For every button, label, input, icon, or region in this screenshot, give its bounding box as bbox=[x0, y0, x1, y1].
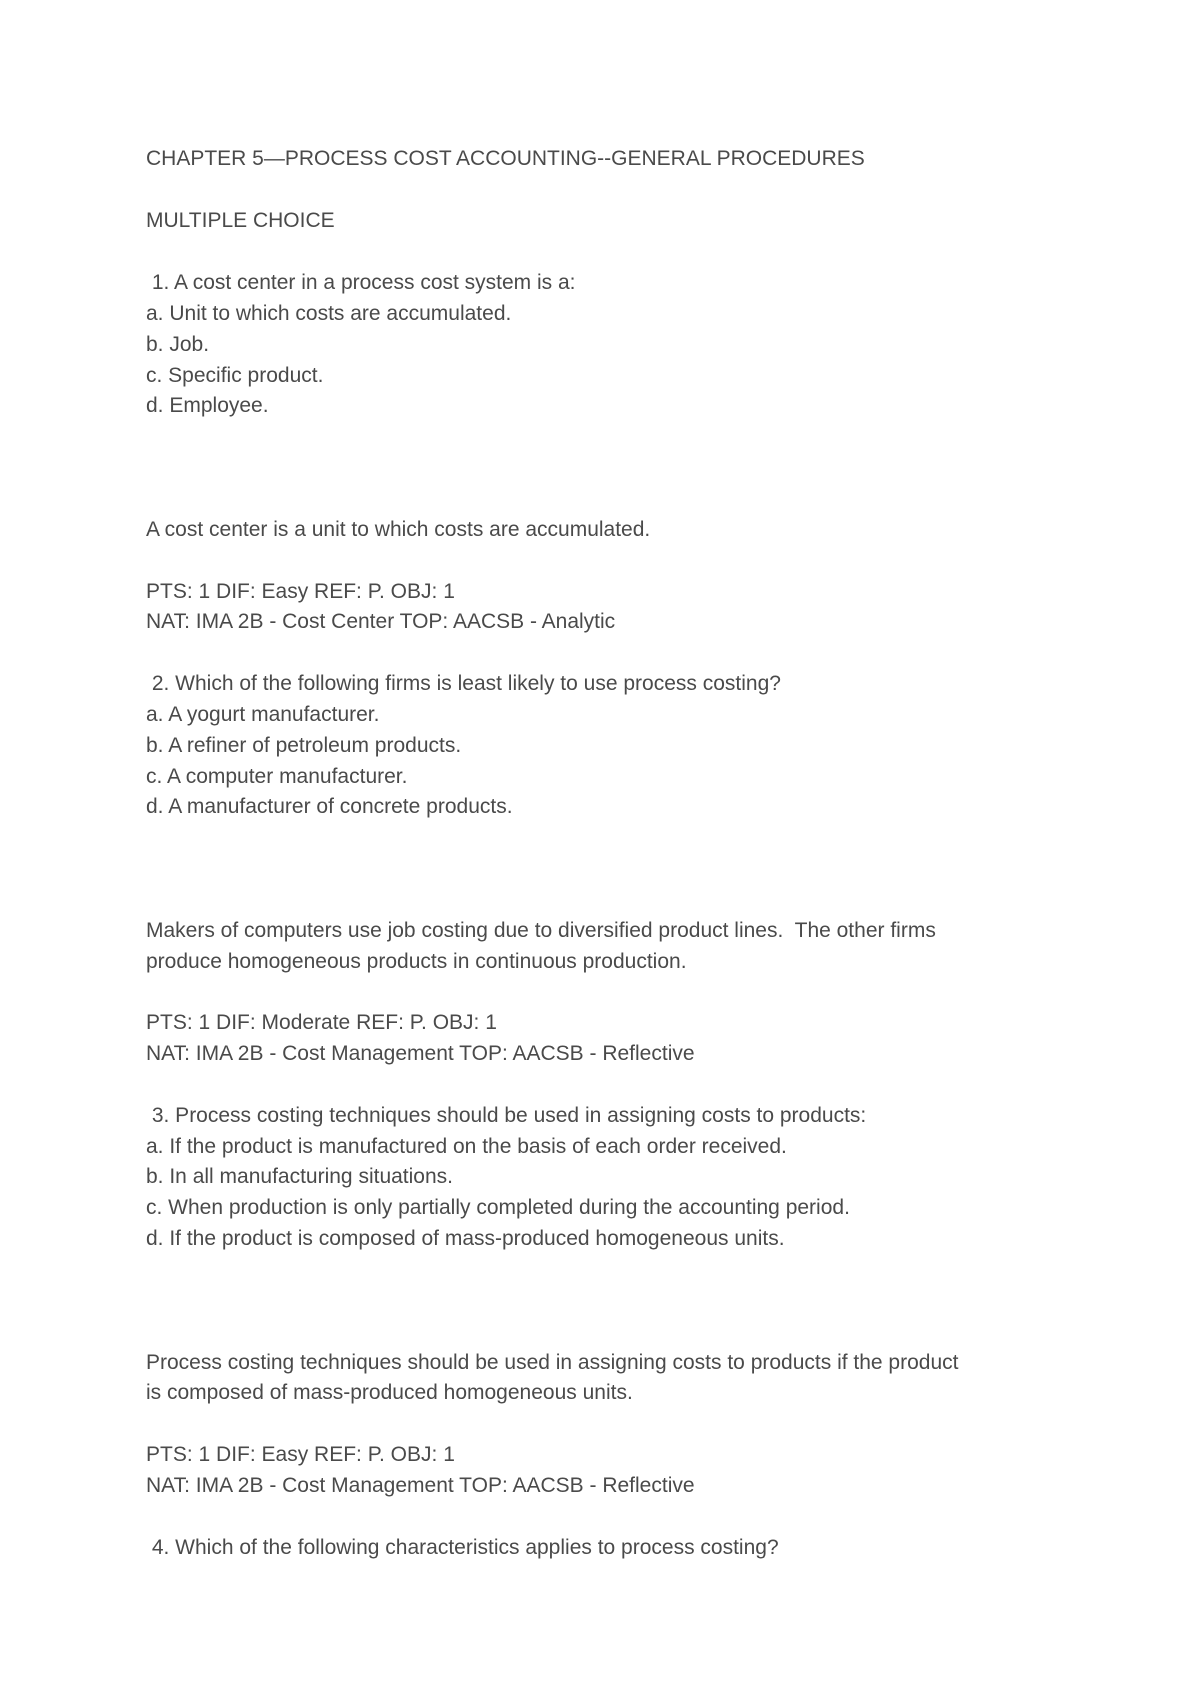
question-2-stem: 2. Which of the following firms is least likely to use process costing? bbox=[146, 672, 781, 695]
question-3-option-d: d. If the product is composed of mass-produced homogeneous units. bbox=[146, 1227, 785, 1250]
question-1-option-b: b. Job. bbox=[146, 333, 210, 356]
question-2-explanation-line-2: produce homogeneous products in continuous production. bbox=[146, 950, 687, 973]
question-2-option-d: d. A manufacturer of concrete products. bbox=[146, 795, 513, 818]
question-1-option-d: d. Employee. bbox=[146, 394, 269, 417]
question-1-option-c: c. Specific product. bbox=[146, 364, 324, 387]
question-3-stem: 3. Process costing techniques should be used in assigning costs to products: bbox=[146, 1104, 867, 1127]
question-3-meta-pts: PTS: 1 DIF: Easy REF: P. OBJ: 1 bbox=[146, 1443, 455, 1466]
chapter-title: CHAPTER 5—PROCESS COST ACCOUNTING--GENERAL PROCEDURES bbox=[146, 147, 865, 170]
question-1-meta-pts: PTS: 1 DIF: Easy REF: P. OBJ: 1 bbox=[146, 580, 455, 603]
question-3-meta-nat: NAT: IMA 2B - Cost Management TOP: AACSB - Reflective bbox=[146, 1474, 695, 1497]
section-heading: MULTIPLE CHOICE bbox=[146, 209, 335, 232]
question-3-explanation-line-2: is composed of mass-produced homogeneous units. bbox=[146, 1381, 633, 1404]
question-2-option-b: b. A refiner of petroleum products. bbox=[146, 734, 462, 757]
question-1-explanation: A cost center is a unit to which costs are accumulated. bbox=[146, 518, 651, 541]
question-2-meta-nat: NAT: IMA 2B - Cost Management TOP: AACSB - Reflective bbox=[146, 1042, 695, 1065]
question-2-option-a: a. A yogurt manufacturer. bbox=[146, 703, 380, 726]
question-3-option-c: c. When production is only partially completed during the accounting period. bbox=[146, 1196, 850, 1219]
question-1-stem: 1. A cost center in a process cost system is a: bbox=[146, 271, 576, 294]
question-1-option-a: a. Unit to which costs are accumulated. bbox=[146, 302, 512, 325]
question-3-option-b: b. In all manufacturing situations. bbox=[146, 1165, 454, 1188]
question-2-option-c: c. A computer manufacturer. bbox=[146, 765, 408, 788]
question-2-meta-pts: PTS: 1 DIF: Moderate REF: P. OBJ: 1 bbox=[146, 1011, 497, 1034]
question-3-explanation-line-1: Process costing techniques should be used in assigning costs to products if the product bbox=[146, 1351, 959, 1374]
question-3-option-a: a. If the product is manufactured on the basis of each order received. bbox=[146, 1135, 787, 1158]
question-2-explanation-line-1: Makers of computers use job costing due to diversified product lines. The other firms bbox=[146, 919, 936, 942]
question-4-stem: 4. Which of the following characteristics applies to process costing? bbox=[146, 1536, 779, 1559]
question-1-meta-nat: NAT: IMA 2B - Cost Center TOP: AACSB - Analytic bbox=[146, 610, 616, 633]
